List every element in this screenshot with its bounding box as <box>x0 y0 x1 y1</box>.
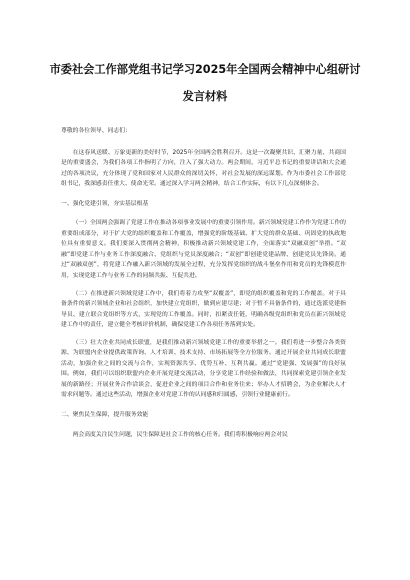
paragraph-intro: 在这春风送暖、万象更新的美好时节，2025年全国两会胜利召开。这是一次凝聚共识、汇聚力量、共商国是的重要盛会，为我们各项工作指明了方向，注入了强大动力。两会期间，习近平总书记的重要讲话和大会通过的各项决议，充分体现了党和国家对人民群众的深切关怀，对社会发展的深远谋划。作为市委社会工作部党组书记，我深感责任重大、使命光荣。通过深入学习两会精神，结合工作实际，有以下几点深刻体会。 <box>61 149 346 188</box>
paragraph-1-2: （二）在推进新兴领域党建工作中，我们将着力攻坚“双覆盖”，即党的组织覆盖和党的工作覆盖。对于具备条件的新兴领域企业和社会组织，加快建立党组织，做到应建尽建；对于暂不具备条件的，通过选派党建指导员、建立联合党组织等方式，实现党的工作覆盖。同时，扣紧责任链，明确各级党组织和党员在新兴领域党建工作中的责任，建立健全考核评价机制，确保党建工作各项任务落到实处。 <box>61 290 346 329</box>
paragraph-1-1: （一）全国两会强调了党建工作在推动各项事业发展中的重要引领作用。新兴领域党建工作作为党建工作的重要组成部分，对于扩大党的组织覆盖和工作覆盖，增强党的阶级基础、扩大党的群众基础、巩固党的执政地位具有重要意义。我们要深入贯彻两会精神，积极推动新兴领域党建工作，全面落实“双融双创”举措。“双融”即党建工作与业务工作深度融合、党组织与党员深度融合；“双创”即创建党建品牌、创建党员先锋岗。通过“双融双创”，将党建工作融入新兴领域的发展全过程，充分发挥党组织的战斗堡垒作用和党员的先锋模范作用，实现党建工作与业务工作的同频共振、互促共进。 <box>61 220 346 280</box>
paragraph-1-3: （三）壮大企业共同成长联盟，是我们推动新兴领域党建工作的重要举措之一。我们将进一步整合各类资源，为联盟内企业提供政策咨询、人才培训、技术支持、市场拓展等全方位服务。通过开展企业共同成长联盟活动，加强企业之间的交流与合作，实现资源共享、优势互补、互利共赢。通过“党建强、发展强”的良好氛围。例如，我们可以组织联盟内企业开展党建交流活动，分享党建工作经验和做法，共同探索党建引领企业发展的新路径；开展业务合作洽谈会，促进企业之间的项目合作和业务往来；举办人才招聘会，为企业解决人才需求问题等。通过这些活动，增强企业对党建工作的认同感和归属感，引领行业健康前行。 <box>61 339 346 399</box>
document-body <box>61 126 346 447</box>
document-title-line-2: 发言材料 <box>182 90 228 103</box>
salutation: 尊敬的各位领导、同志们： <box>61 128 131 134</box>
section-heading-1: 一、强化党建引领，夯实基层根基 <box>61 200 149 207</box>
paragraph-2-intro: 两会高度关注民生问题，民生保障是社会工作的核心任务。我们将积极响应两会对民 <box>72 431 288 438</box>
section-heading-2: 二、聚焦民生保障，提升服务效能 <box>61 412 149 419</box>
document-title-line-1: 市委社会工作部党组书记学习2025年全国两会精神中心组研讨 <box>49 63 361 76</box>
